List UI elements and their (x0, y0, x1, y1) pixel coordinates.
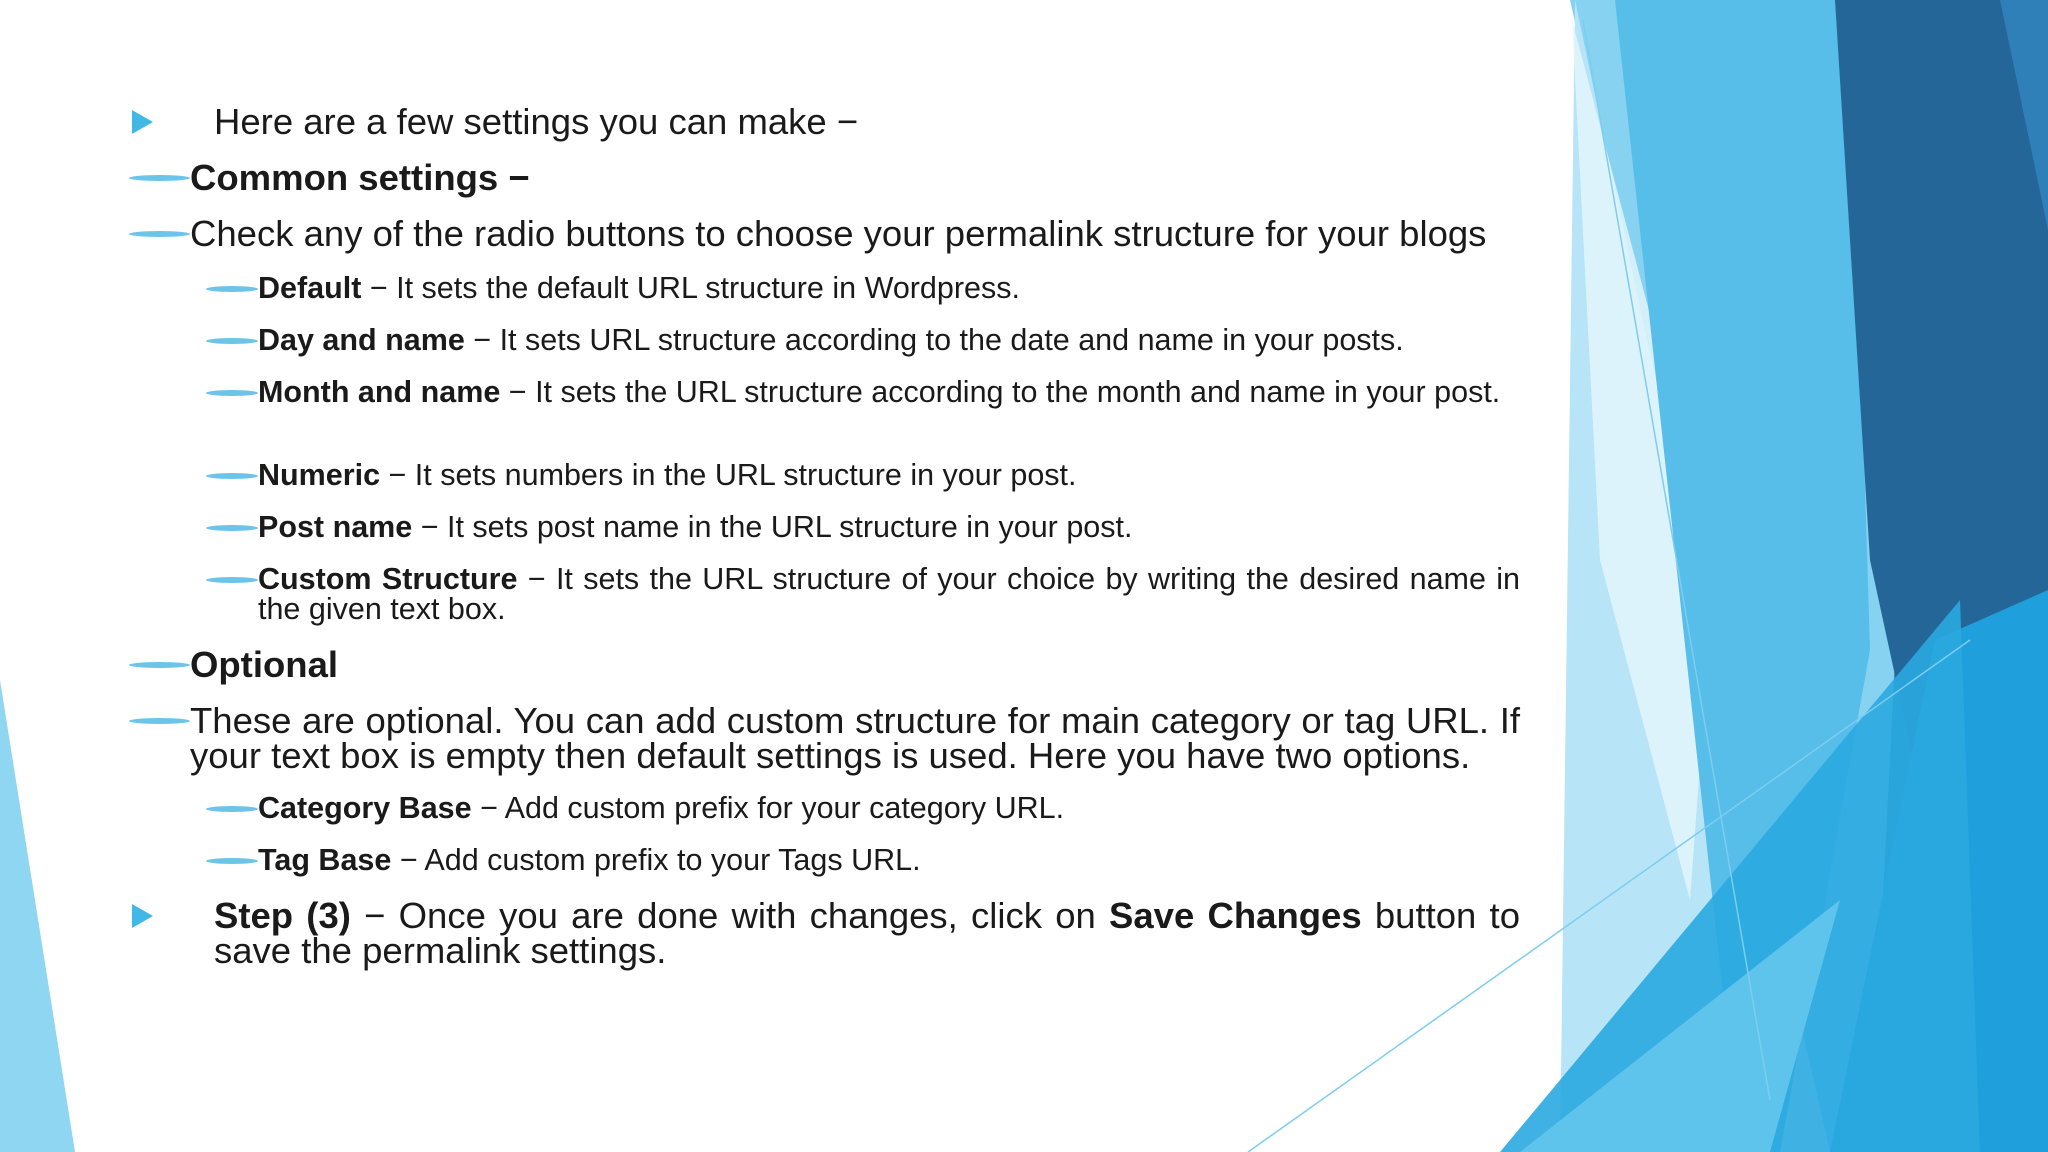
sub-bullet-numeric (203, 460, 1520, 490)
dot-bullet-icon (129, 175, 190, 181)
arrow-bullet-icon (132, 110, 214, 134)
bullet-label: Tag Base (258, 843, 392, 877)
dot-bullet-icon (129, 718, 190, 724)
dot-bullet-icon (206, 525, 258, 531)
bullet-text: − It sets the URL structure of your choice by writing the desired name in the given text box. (258, 562, 1520, 626)
bullet-label: Day and name (258, 323, 465, 357)
sub-bullet-category-base (203, 793, 1520, 823)
sub-bullet-day-and-name (203, 325, 1520, 355)
bullet-label: Category Base (258, 791, 472, 825)
bullet-text-tail: button to save the permalink settings. (214, 895, 1520, 971)
dot-bullet-icon (206, 577, 258, 583)
arrow-bullet-icon (132, 904, 214, 928)
bullet-text: − (498, 157, 530, 198)
sub-bullet-post-name (203, 512, 1520, 542)
bullet-text: − It sets post name in the URL structure in your post. (412, 510, 1133, 544)
bullet-text: − It sets the URL structure according to the month and name in your post. (500, 375, 1501, 409)
sub-bullet-custom-structure (203, 564, 1520, 624)
bullet-label: Step (3) (214, 895, 351, 936)
bullet-step-3 (126, 895, 1520, 971)
bullet-optional-description (126, 700, 1520, 776)
bullet-text: These are optional. You can add custom structure for main category or tag URL. If your text box is empty then default settings is used. Here you have two options. (190, 700, 1520, 776)
bullet-label: Default (258, 271, 362, 305)
save-changes-emphasis: Save Changes (1109, 895, 1362, 936)
dot-bullet-icon (206, 390, 258, 396)
bullet-intro (126, 101, 1520, 142)
bullet-label: Common settings (190, 157, 499, 198)
bullet-label: Numeric (258, 458, 381, 492)
dot-bullet-icon (129, 662, 190, 668)
bullet-text: Check any of the radio buttons to choose your permalink structure for your blogs (190, 213, 1487, 254)
bullet-label: Custom Structure (258, 562, 518, 596)
dot-bullet-icon (206, 286, 258, 292)
sub-bullet-default (203, 273, 1520, 303)
bullet-check-radio (126, 213, 1520, 254)
bullet-optional (126, 644, 1520, 685)
bullet-common-settings (126, 157, 1520, 198)
bullet-label: Optional (190, 644, 339, 685)
dot-bullet-icon (206, 806, 258, 812)
bullet-text: Here are a few settings you can make − (214, 101, 859, 142)
bullet-text: − Once you are done with changes, click on (350, 895, 1110, 936)
bullet-text: − It sets URL structure according to the date and name in your posts. (464, 323, 1404, 357)
bullet-text: − It sets numbers in the URL structure in your post. (380, 458, 1077, 492)
sub-bullet-tag-base (203, 845, 1520, 875)
bullet-text: − Add custom prefix to your Tags URL. (391, 843, 921, 877)
dot-bullet-icon (206, 858, 258, 864)
bullet-label: Month and name (258, 375, 501, 409)
bullet-text: − It sets the default URL structure in Wordpress. (361, 271, 1020, 305)
bullet-text: − Add custom prefix for your category URL. (471, 791, 1065, 825)
dot-bullet-icon (129, 231, 190, 237)
dot-bullet-icon (206, 338, 258, 344)
dot-bullet-icon (206, 473, 258, 479)
bullet-label: Post name (258, 510, 413, 544)
sub-bullet-month-and-name (203, 377, 1520, 407)
